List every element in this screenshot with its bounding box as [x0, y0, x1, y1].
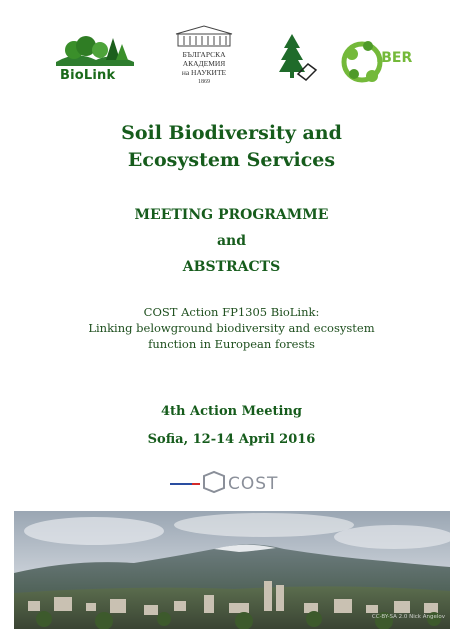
iber-logo	[338, 36, 418, 96]
bulgarian-academy-logo	[170, 24, 238, 86]
forest-institute-logo	[276, 32, 318, 82]
academy-name-line1: БЪЛГАРСКА	[182, 50, 226, 59]
cost-action-line2: Linking belowground biodiversity and ecosystem	[88, 321, 375, 335]
academy-name-line2: АКАДЕМИЯ	[182, 59, 226, 68]
academy-building-icon	[170, 24, 238, 48]
academy-year: 1869	[198, 79, 210, 85]
cost-action-line3: function in European forests	[148, 337, 315, 351]
cost-action-line1: COST Action FP1305 BioLink:	[143, 305, 320, 319]
meeting-info	[0, 398, 463, 454]
biolink-wordmark: BioLink	[60, 68, 116, 83]
meeting-date-location: Sofia, 12-14 April 2016	[147, 432, 316, 447]
subtitle-line3: ABSTRACTS	[182, 259, 281, 275]
meeting-name: 4th Action Meeting	[160, 404, 303, 419]
title-line1: Soil Biodiversity and	[121, 122, 342, 144]
photo-credit: CC-BY-SA 2.0 Nick Angelov	[371, 614, 445, 620]
cost-logo	[170, 468, 288, 496]
subtitle-line2: and	[216, 233, 247, 249]
cost-wordmark: COST	[228, 474, 279, 494]
sofia-landscape-photo	[14, 511, 450, 629]
iber-wordmark: IBER	[376, 50, 413, 66]
page-title	[0, 120, 463, 174]
cost-logo-icon	[170, 468, 288, 496]
logo-row	[0, 24, 463, 90]
document-subtitle	[0, 202, 463, 280]
title-line2: Ecosystem Services	[127, 149, 336, 171]
biolink-trees-icon	[56, 30, 134, 70]
biolink-logo	[56, 30, 134, 90]
cost-action-description	[0, 304, 463, 352]
subtitle-line1: MEETING PROGRAMME	[134, 207, 329, 223]
academy-name-line3: на НАУКИТЕ	[181, 68, 227, 77]
tree-book-icon	[276, 32, 318, 82]
